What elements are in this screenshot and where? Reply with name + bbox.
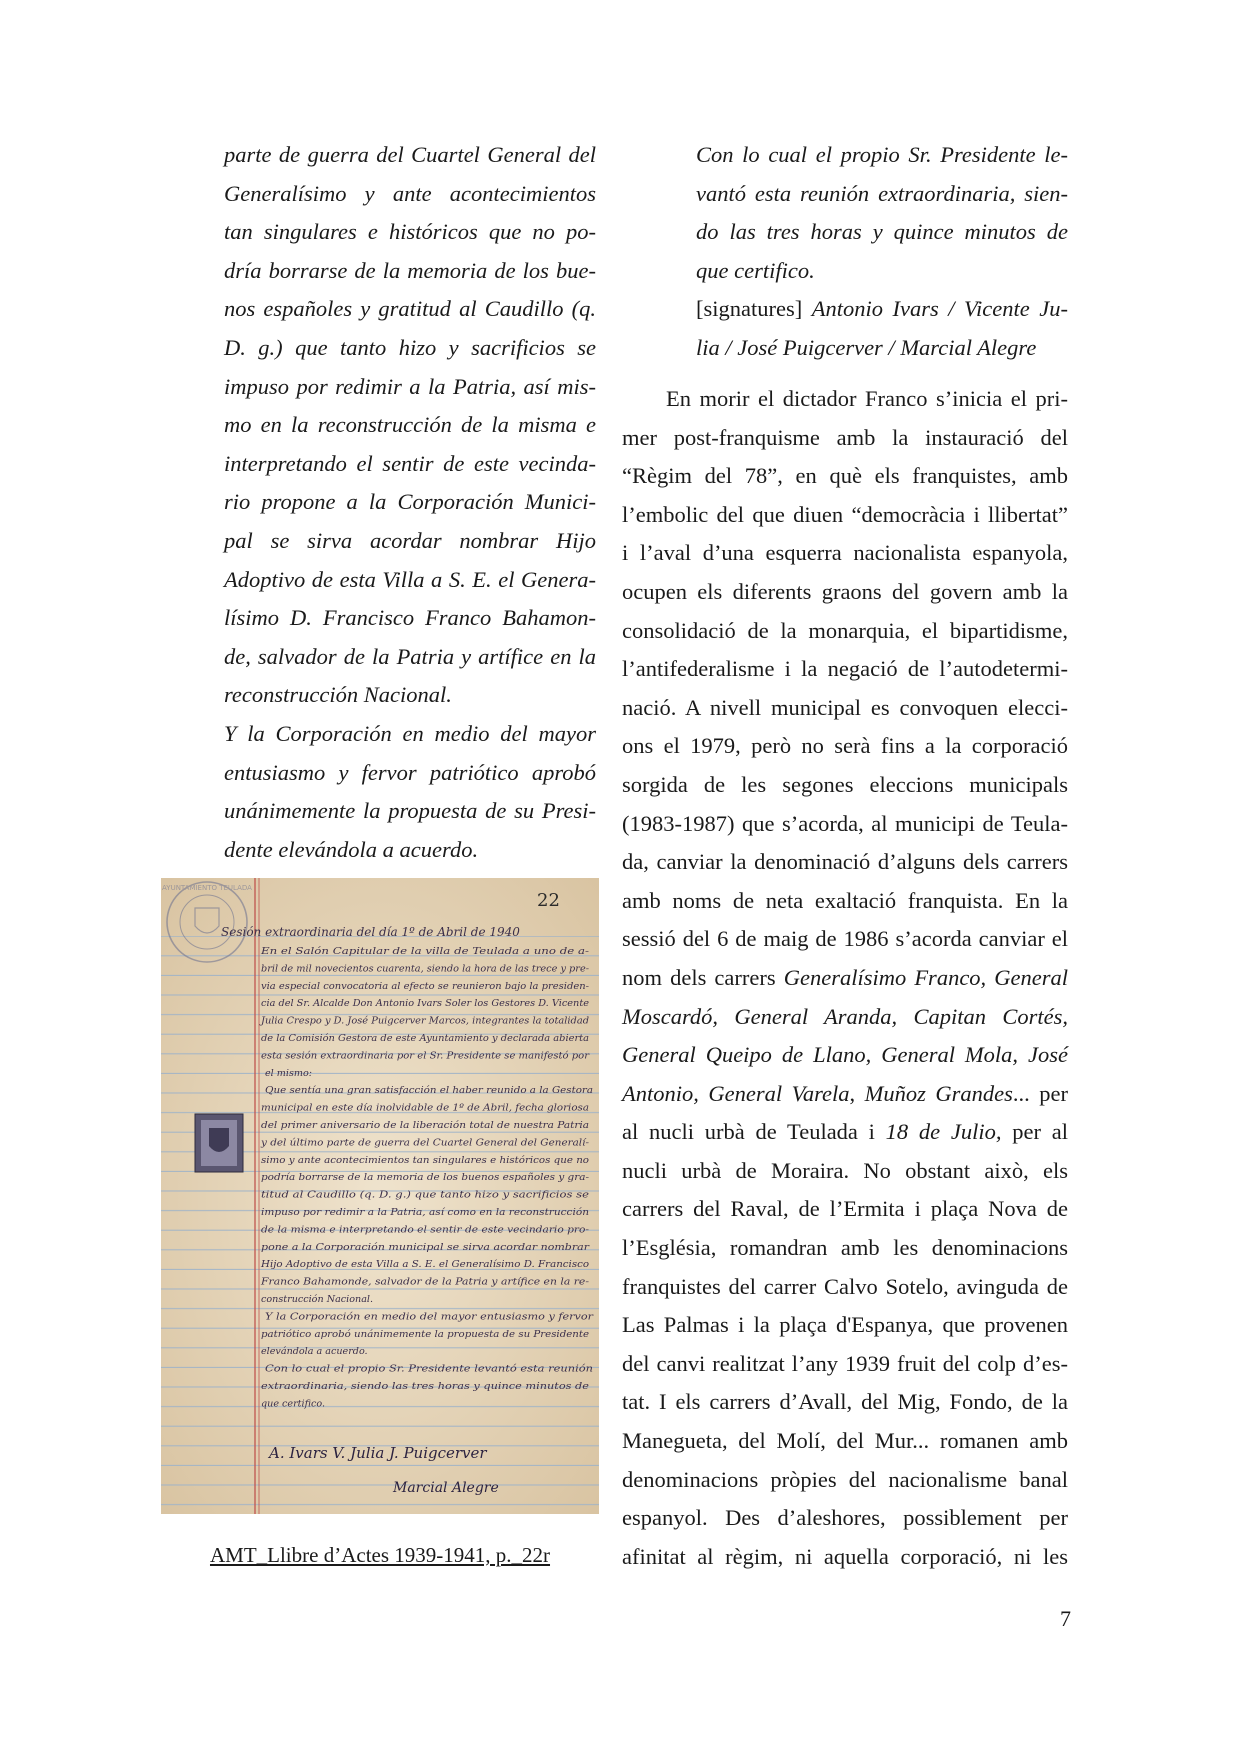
text-line bbox=[622, 959, 1068, 998]
text-line: que certifico. bbox=[696, 257, 815, 283]
street-names: Antonio, General Varela bbox=[622, 1080, 850, 1106]
handwritten-line: el mismo: bbox=[265, 1067, 312, 1079]
left-column-transcription bbox=[224, 136, 596, 869]
handwritten-line: pone a la Corporación municipal se sirva acordar nombrar bbox=[261, 1241, 591, 1253]
text-line bbox=[622, 1075, 1068, 1114]
handwritten-line: construcción Nacional. bbox=[261, 1294, 374, 1305]
text-fragment: ... per bbox=[1012, 1080, 1068, 1106]
text-line: l’antifederalisme i la negació de l’autodetermi- bbox=[622, 656, 1068, 682]
text-line: tan singulares e históricos que no po- bbox=[224, 219, 596, 245]
text-line: lísimo D. Francisco Franco Bahamon- bbox=[224, 605, 596, 631]
street-names: Muñoz Grandes bbox=[864, 1080, 1013, 1106]
text-line: sorgida de les segones eleccions municipals bbox=[622, 771, 1068, 797]
street-names: Generalísimo Franco, General bbox=[783, 964, 1068, 990]
text-fragment: , bbox=[849, 1080, 865, 1106]
signatures-label: [signatures] bbox=[696, 296, 803, 322]
text-line: vantó esta reunión extraordinaria, sien- bbox=[696, 180, 1068, 206]
text-line: dría borrarse de la memoria de los bue- bbox=[224, 257, 596, 283]
figure-caption: AMT_Llibre d’Actes 1939-1941, p._22r bbox=[209, 1543, 551, 1567]
text-line: l’Església, romandran amb les denominacions bbox=[622, 1235, 1068, 1261]
text-line: nos españoles y gratitud al Caudillo (q. bbox=[224, 296, 596, 322]
text-line: entusiasmo y fervor patriótico aprobó bbox=[224, 759, 596, 785]
text-fragment: nom dels carrers bbox=[622, 964, 784, 990]
street-names: 18 de Julio, bbox=[885, 1119, 1002, 1145]
text-line: l’embolic del que diuen “democràcia i llibertat” bbox=[622, 501, 1068, 527]
text-line: “Règim del 78”, en què els franquistes, amb bbox=[622, 463, 1068, 489]
text-line: Adoptivo de esta Villa a S. E. el Genera- bbox=[224, 566, 596, 592]
text-line: afinitat al règim, ni aquella corporació, ni les bbox=[622, 1543, 1068, 1569]
text-line: Con lo cual el propio Sr. Presidente le- bbox=[696, 142, 1068, 167]
handwritten-line: esta sesión extraordinaria por el Sr. Presidente se manifestó por bbox=[261, 1050, 591, 1062]
handwritten-minutes-svg bbox=[161, 878, 599, 1514]
handwritten-line: elevándola a acuerdo. bbox=[261, 1346, 368, 1358]
text-line: reconstrucción Nacional. bbox=[224, 682, 452, 708]
text-line: tat. I els carrers d’Avall, del Mig, Fondo, de la bbox=[622, 1389, 1068, 1415]
handwritten-line: En el Salón Capitular de la villa de Teulada a uno de a- bbox=[259, 946, 589, 957]
text-line: dente elevándola a acuerdo. bbox=[224, 836, 479, 862]
handwritten-line: de la Comisión Gestora de este Ayuntamiento y declarada abierta bbox=[261, 1033, 590, 1044]
handwritten-line: podría borrarse de la memoria de los buenos españoles y gra- bbox=[261, 1172, 589, 1184]
text-fragment: al nucli urbà de Teulada i bbox=[622, 1119, 886, 1145]
stamp-text: AYUNTAMIENTO TEULADA bbox=[162, 884, 252, 892]
handwritten-line: extraordinaria, siendo las tres horas y quince minutos de bbox=[261, 1381, 590, 1392]
minutes-page-number: 22 bbox=[537, 890, 560, 911]
text-line: impuso por redimir a la Patria, así mis- bbox=[224, 373, 596, 399]
text-line: interpretando el sentir de este vecinda- bbox=[224, 450, 596, 476]
text-line: Y la Corporación en medio del mayor bbox=[224, 720, 596, 746]
text-line: parte de guerra del Cuartel General del bbox=[224, 142, 596, 167]
revenue-stamp bbox=[195, 1114, 243, 1172]
page-number: 7 bbox=[1060, 1606, 1071, 1631]
text-fragment: per al bbox=[1001, 1119, 1068, 1145]
handwritten-line: Julia Crespo y D. José Puigcerver Marcos, integrantes la totalidad bbox=[258, 1015, 589, 1027]
handwritten-line: Y la Corporación en medio del mayor entusiasmo y fervor bbox=[265, 1311, 595, 1323]
text-line: carrers del Raval, de l’Ermita i plaça Nova de bbox=[622, 1196, 1068, 1222]
text-line: (1983-1987) que s’acorda, al municipi de Teula- bbox=[622, 810, 1068, 836]
handwritten-line: Hijo Adoptivo de esta Villa a S. E. el Generalísimo D. Francisco bbox=[259, 1259, 590, 1271]
text-line: mer post-franquisme amb la instauració del bbox=[622, 424, 1068, 450]
handwritten-line: via especial convocatoria al efecto se reunieron bajo la presiden- bbox=[261, 980, 589, 992]
right-column-body bbox=[622, 380, 1068, 1576]
handwritten-line: y del último parte de guerra del Cuartel General del Generalí- bbox=[259, 1137, 589, 1149]
handwritten-minutes-image bbox=[161, 878, 599, 1514]
text-line: franquistes del carrer Calvo Sotelo, avinguda de bbox=[622, 1273, 1068, 1299]
text-line: de, salvador de la Patria y artífice en la bbox=[224, 643, 596, 669]
handwritten-line: bril de mil novecientos cuarenta, siendo la hora de las trece y pre- bbox=[261, 963, 589, 975]
text-line: mo en la reconstrucción de la misma e bbox=[224, 412, 596, 438]
text-line: ocupen els diferents graons del govern amb la bbox=[622, 578, 1068, 604]
handwritten-line: Que sentía una gran satisfacción el haber reunido a la Gestora bbox=[265, 1085, 594, 1097]
handwritten-line: Con lo cual el propio Sr. Presidente levantó esta reunión bbox=[265, 1363, 593, 1375]
text-line: En morir el dictador Franco s’inicia el pri- bbox=[666, 386, 1068, 411]
text-line: rio propone a la Corporación Munici- bbox=[224, 489, 596, 515]
signatures-line: lia / José Puigcerver / Marcial Alegre bbox=[696, 334, 1037, 360]
right-top-transcription bbox=[696, 136, 1068, 368]
signatures-line bbox=[696, 290, 1068, 329]
text-line: consolidació de la monarquia, el bipartidisme, bbox=[622, 617, 1068, 643]
street-names: Moscardó, General Aranda, Capitan Cortés, bbox=[622, 1003, 1068, 1029]
text-line: Generalísimo y ante acontecimientos bbox=[224, 180, 596, 206]
text-line: nucli urbà de Moraira. No obstant això, els bbox=[622, 1157, 1068, 1183]
text-line bbox=[622, 1113, 1068, 1152]
text-line: amb noms de neta exaltació franquista. En la bbox=[622, 887, 1068, 913]
text-line: D. g.) que tanto hizo y sacrificios se bbox=[224, 334, 596, 360]
handwritten-line: municipal en este día inolvidable de 1º de Abril, fecha gloriosa bbox=[261, 1102, 590, 1114]
handwritten-line: impuso por redimir a la Patria, así como en la reconstrucción bbox=[261, 1207, 589, 1218]
text-line: Las Palmas i la plaça d'Espanya, que provenen bbox=[622, 1312, 1068, 1338]
text-line: da, canviar la denominació d’alguns dels carrers bbox=[622, 849, 1068, 875]
text-line: i l’aval d’una esquerra nacionalista espanyola, bbox=[622, 540, 1068, 566]
handwritten-line: simo y ante acontecimientos tan singulares e históricos que no bbox=[261, 1154, 590, 1166]
signature-line: A. Ivars V. Julia J. Puigcerver bbox=[269, 1444, 487, 1462]
minutes-heading: Sesión extraordinaria del día 1º de Abril de 1940 bbox=[221, 925, 520, 939]
text-line: do las tres horas y quince minutos de bbox=[696, 219, 1068, 245]
handwritten-line: del primer aniversario de la liberación total de nuestra Patria bbox=[261, 1120, 590, 1131]
text-line: unánimemente la propuesta de su Presi- bbox=[224, 798, 596, 824]
text-line: nació. A nivell municipal es convoquen elecci- bbox=[622, 694, 1068, 720]
text-line: pal se sirva acordar nombrar Hijo bbox=[224, 527, 596, 553]
text-line: sessió del 6 de maig de 1986 s’acorda canviar el bbox=[622, 926, 1068, 952]
signature-last: Marcial Alegre bbox=[393, 1480, 499, 1496]
text-line: denominacions pròpies del nacionalisme banal bbox=[622, 1466, 1068, 1492]
text-line: del canvi realitzat l’any 1939 fruit del colp d’es- bbox=[622, 1350, 1068, 1376]
handwritten-line: cia del Sr. Alcalde Don Antonio Ivars Soler los Gestores D. Vicente bbox=[261, 998, 590, 1010]
text-line: Manegueta, del Molí, del Mur... romanen amb bbox=[622, 1428, 1068, 1454]
handwritten-line: de la misma e interpretando el sentir de este vecindario pro- bbox=[261, 1224, 589, 1236]
street-names: General Queipo de Llano, General Mola, José bbox=[622, 1042, 1068, 1068]
text-line: espanyol. Des d’aleshores, possiblement per bbox=[622, 1505, 1068, 1531]
handwritten-line: que certifico. bbox=[261, 1398, 326, 1410]
text-line: ons el 1979, però no serà fins a la corporació bbox=[622, 733, 1068, 759]
signatures-names: Antonio Ivars / Vicente Ju- bbox=[811, 296, 1069, 322]
handwritten-line: patriótico aprobó unánimemente la propuesta de su Presidente bbox=[261, 1328, 590, 1340]
handwritten-line: titud al Caudillo (q. D. g.) que tanto hizo y sacrificios se bbox=[261, 1189, 590, 1201]
handwritten-line: Franco Bahamonde, salvador de la Patria y artífice en la re- bbox=[259, 1276, 589, 1288]
